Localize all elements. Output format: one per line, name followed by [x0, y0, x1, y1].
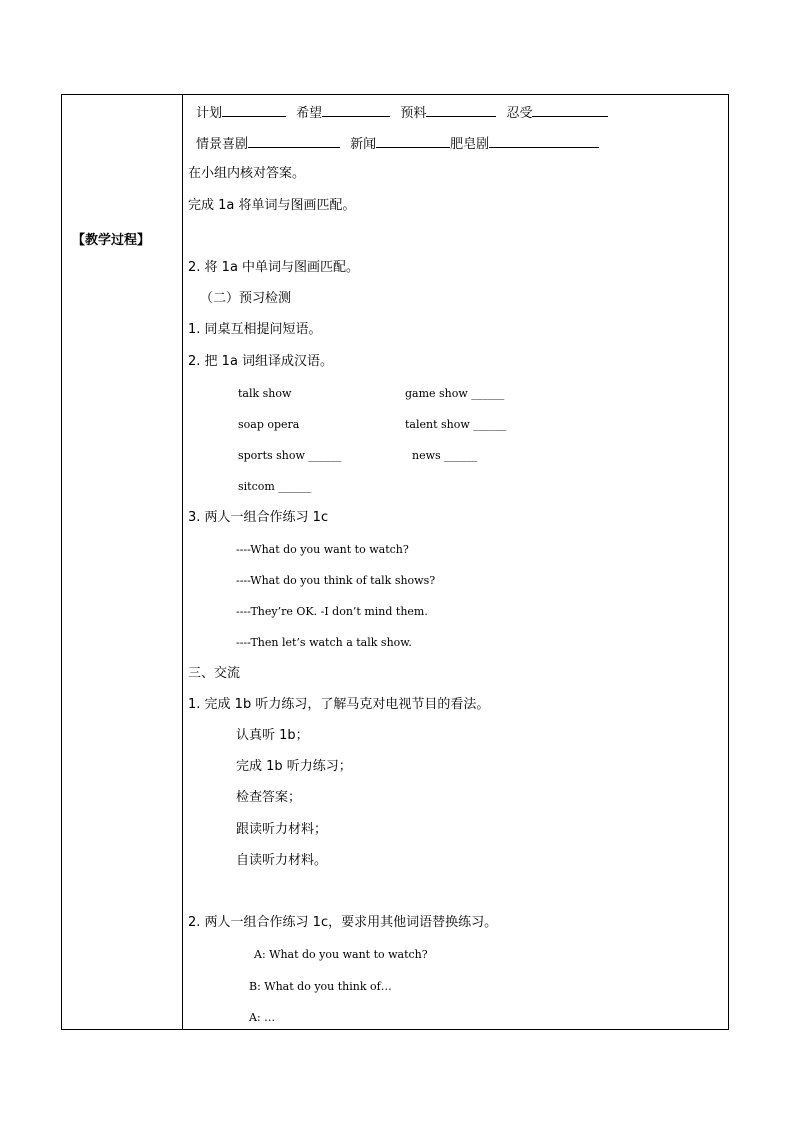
dialogue-line: ----Then let’s watch a talk show. [236, 636, 412, 649]
pair-practice-1c: 3. 两人一组合作练习 1c [188, 510, 329, 525]
preview-item-1: 1. 同桌互相提问短语。 [188, 322, 322, 337]
complete-1a: 完成 1a 将单词与图画匹配。 [188, 198, 356, 213]
answer-blank [322, 104, 390, 117]
vocab-row-2 [196, 135, 599, 153]
column-divider [182, 95, 183, 1029]
phrase-talk-show: talk show [238, 387, 292, 400]
phrase-sitcom: sitcom ______ [238, 480, 312, 493]
vocab-row-1 [196, 104, 608, 122]
phrase-game-show: game show ______ [405, 387, 505, 400]
listening-step: 跟读听力材料； [236, 822, 328, 837]
listening-task: 1. 完成 1b 听力练习，了解马克对电视节目的看法。 [188, 697, 490, 712]
practice-line: A: … [249, 1011, 276, 1024]
dialogue-line: ----What do you think of talk shows? [236, 574, 436, 587]
listening-step: 认真听 1b； [236, 728, 309, 743]
answer-blank [376, 135, 450, 148]
vocab-word: 忍受 [506, 106, 533, 121]
vocab-word: 情景喜剧 [196, 137, 249, 152]
answer-blank [222, 104, 286, 117]
answer-blank [248, 135, 340, 148]
step-2-match: 2. 将 1a 中单词与图画匹配。 [188, 260, 360, 275]
practice-line: A: What do you want to watch? [254, 948, 428, 961]
lesson-table [61, 94, 729, 1030]
vocab-word: 计划 [196, 106, 223, 121]
dialogue-line: ----What do you want to watch? [236, 543, 409, 556]
section-exchange-heading: 三、交流 [188, 666, 241, 681]
vocab-word: 肥皂剧 [450, 137, 490, 152]
practice-line: B: What do you think of… [249, 980, 392, 993]
phrase-sports-show: sports show ______ [238, 449, 342, 462]
dialogue-line: ----They’re OK. -I don’t mind them. [236, 605, 428, 618]
pair-replace-task: 2. 两人一组合作练习 1c，要求用其他词语替换练习。 [188, 915, 498, 930]
listening-step: 自读听力材料。 [236, 853, 328, 868]
phrase-talent-show: talent show ______ [405, 418, 507, 431]
answer-blank [426, 104, 496, 117]
preview-item-2: 2. 把 1a 词组译成汉语。 [188, 354, 334, 369]
vocab-word: 新闻 [350, 137, 377, 152]
vocab-word: 预料 [400, 106, 427, 121]
answer-blank [532, 104, 608, 117]
section-preview-heading: （二）预习检测 [200, 291, 292, 306]
phrase-soap-opera: soap opera [238, 418, 300, 431]
phrase-news: news ______ [412, 449, 478, 462]
section-label: 【教学过程】 [72, 233, 151, 248]
answer-blank [489, 135, 599, 148]
listening-step: 完成 1b 听力练习； [236, 759, 352, 774]
check-in-group: 在小组内核对答案。 [188, 166, 306, 181]
listening-step: 检查答案； [236, 790, 302, 805]
vocab-word: 希望 [296, 106, 323, 121]
